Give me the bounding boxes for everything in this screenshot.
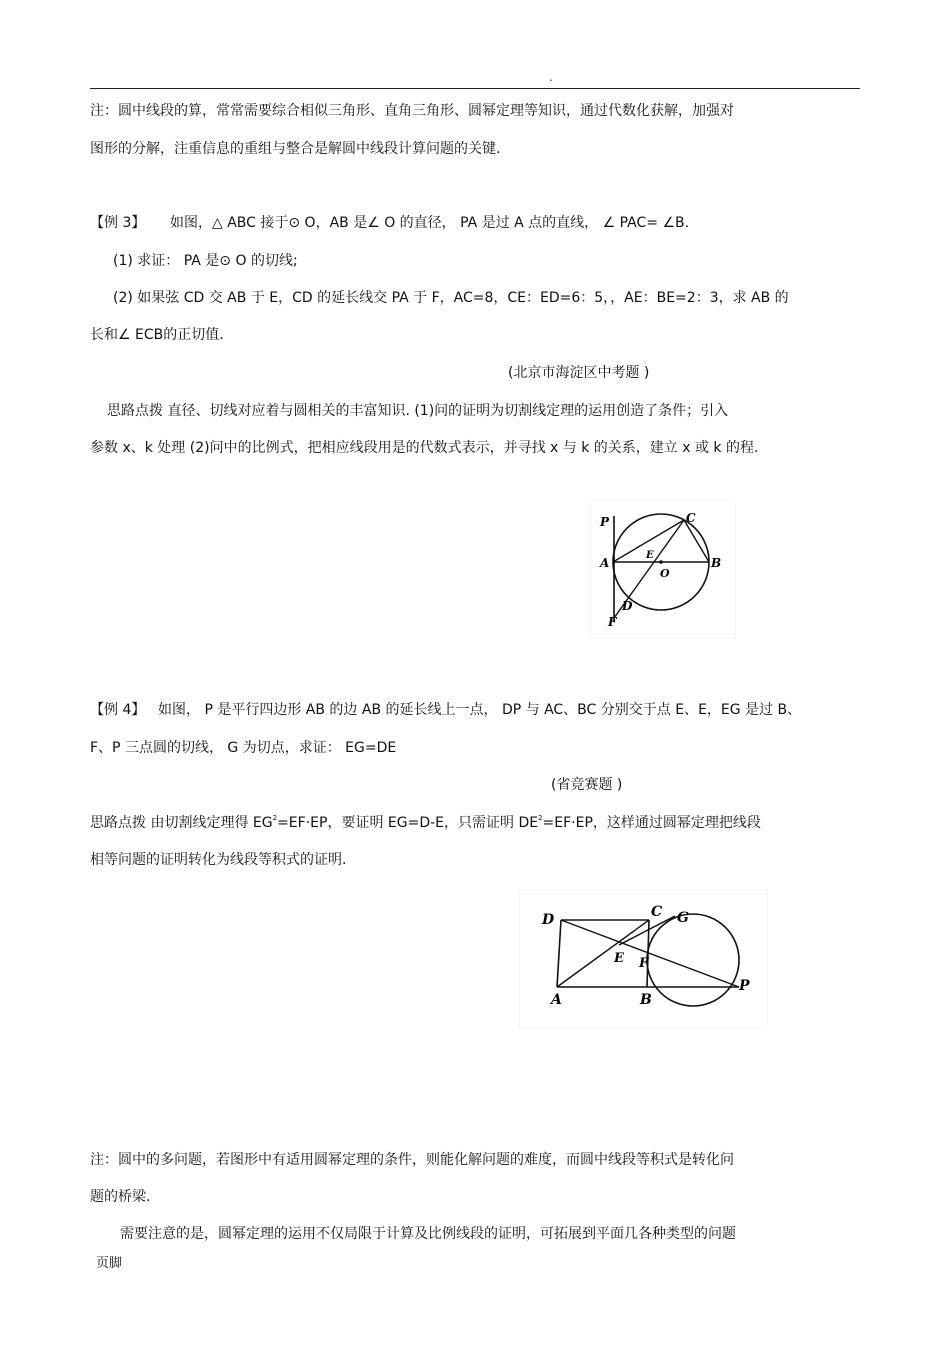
example4-hint-line1 <box>90 814 761 834</box>
example4-tag: 【例 4】 <box>90 702 146 718</box>
example4-stem-line2: F、P 三点圆的切线， G 为切点，求证： EG=DE <box>90 740 397 756</box>
example3-hint-line1: 思路点拨 直径、切线对应着与圆相关的丰富知识. (1)问的证明为切割线定理的运用创造了条件；引入 <box>107 403 729 419</box>
example3-question2-cont: 长和∠ ECB的正切值. <box>90 327 224 343</box>
fig4-label-D: D <box>542 912 555 928</box>
fig3-label-C: C <box>686 511 696 525</box>
example4-hint-part-c: =EF·EP，这样通过圆幂定理把线段 <box>542 815 761 831</box>
fig4-label-F: F <box>639 956 649 971</box>
example3-figure <box>590 500 736 638</box>
fig4-label-G: G <box>677 910 689 926</box>
example3-stem: 如图，△ ABC 接于⊙ O，AB 是∠ O 的直径， PA 是过 A 点的直线， ∠ PAC= ∠B. <box>170 215 690 231</box>
example4-figure <box>519 890 768 1028</box>
example4-hint-line2: 相等问题的证明转化为线段等积式的证明. <box>90 852 347 868</box>
note1-line2: 图形的分解，注重信息的重组与整合是解圆中线段计算问题的关键. <box>90 141 501 157</box>
example3-source: (北京市海淀区中考题 ) <box>508 365 650 381</box>
note2-line1: 注：圆中的多问题，若图形中有适用圆幂定理的条件，则能化解问题的难度，而圆中线段等积式是转化问 <box>90 1152 734 1168</box>
fig3-label-B: B <box>711 556 722 570</box>
example4-stem-line1: 如图， P 是平行四边形 AB 的边 AB 的延长线上一点， DP 与 AC、BC 分别交于点 E、E，EG 是过 B、 <box>158 702 802 718</box>
example4-hint-exponent-2: 2 <box>538 814 543 822</box>
fig3-label-P: P <box>600 515 610 529</box>
fig4-label-E: E <box>614 951 624 966</box>
example4-hint-part-b: =EF·EP，要证明 EG=D-E，只需证明 DE <box>277 815 539 831</box>
fig4-label-B: B <box>640 992 652 1008</box>
fig3-label-O: O <box>660 567 670 580</box>
header-rule <box>90 88 860 89</box>
example4-hint-exponent-1: 2 <box>272 814 278 822</box>
fig4-label-P: P <box>739 978 750 994</box>
example4-source: (省竞赛题 ) <box>551 777 623 793</box>
example3-question2: (2) 如果弦 CD 交 AB 于 E，CD 的延长线交 PA 于 F，AC=8，CE：ED=6：5，，AE：BE=2：3，求 AB 的 <box>113 290 789 306</box>
example3-hint-line2: 参数 x、k 处理 (2)问中的比例式，把相应线段用是的代数式表示，并寻找 x 与 k 的关系，建立 x 或 k 的程. <box>90 440 759 456</box>
example3-question1: (1) 求证： PA 是⊙ O 的切线; <box>113 253 298 269</box>
fig4-label-A: A <box>551 992 562 1008</box>
fig3-label-D: D <box>622 599 633 613</box>
note2-line2: 题的桥梁. <box>90 1189 151 1205</box>
example3-tag: 【例 3】 <box>90 215 146 231</box>
fig3-label-F: F <box>608 615 617 629</box>
fig3-label-A: A <box>600 556 610 570</box>
header-dot: . <box>549 70 553 84</box>
example4-hint-part-a: 思路点拨 由切割线定理得 EG <box>90 815 273 831</box>
note2-line3: 需要注意的是，圆幂定理的运用不仅局限于计算及比例线段的证明，可拓展到平面几各种类型的问题 <box>120 1226 736 1242</box>
page-footer: 页脚 <box>96 1256 123 1271</box>
fig4-label-C: C <box>651 904 663 920</box>
fig3-label-E: E <box>646 550 654 561</box>
note1-line1: 注：圆中线段的算，常常需要综合相似三角形、直角三角形、圆幂定理等知识，通过代数化获解，加强对 <box>90 103 734 119</box>
